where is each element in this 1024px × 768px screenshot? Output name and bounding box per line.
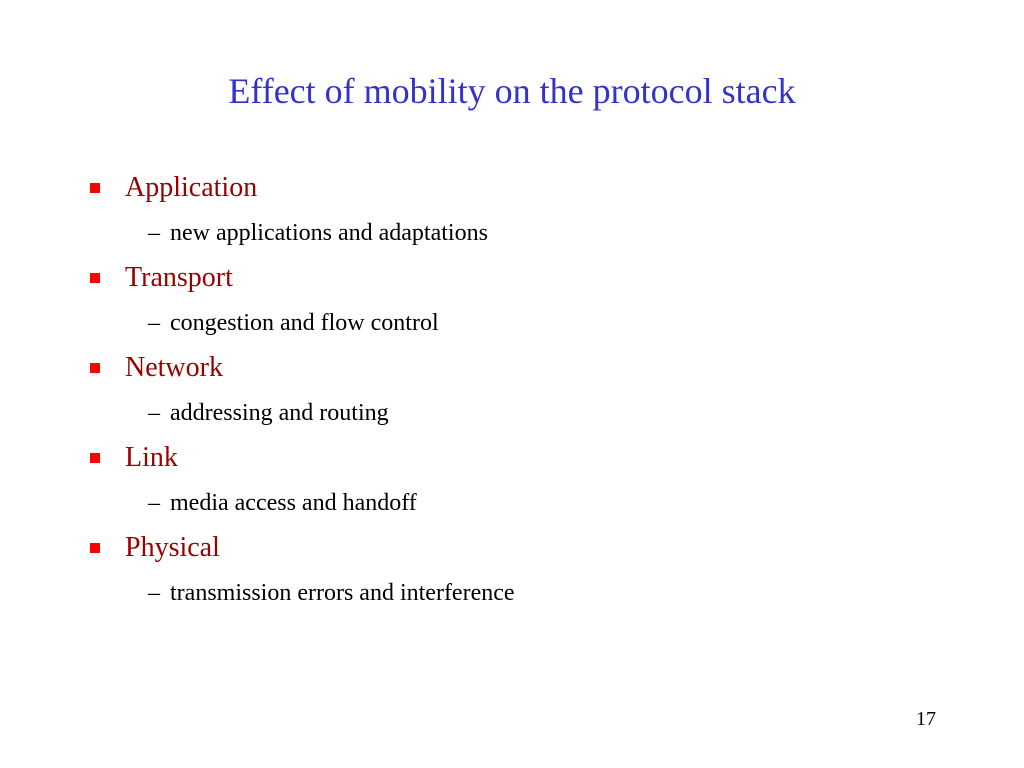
dash-marker: – <box>148 220 160 246</box>
sub-item-label: addressing and routing <box>170 400 389 426</box>
sub-item-label: new applications and adaptations <box>170 220 488 246</box>
item-label: Application <box>125 172 258 203</box>
dash-marker: – <box>148 310 160 336</box>
dash-marker: – <box>148 490 160 516</box>
sub-item-label: transmission errors and interference <box>170 580 515 606</box>
item-label: Physical <box>125 532 220 563</box>
item-label: Network <box>125 352 223 383</box>
item-label: Link <box>125 442 178 473</box>
square-bullet-icon <box>90 273 100 283</box>
dash-marker: – <box>148 400 160 426</box>
sub-item-label: congestion and flow control <box>170 310 439 336</box>
square-bullet-icon <box>90 363 100 373</box>
dash-marker: – <box>148 580 160 606</box>
square-bullet-icon <box>90 183 100 193</box>
square-bullet-icon <box>90 543 100 553</box>
page-number: 17 <box>916 708 936 730</box>
item-label: Transport <box>125 262 233 293</box>
slide-title: Effect of mobility on the protocol stack <box>228 71 796 111</box>
sub-item-label: media access and handoff <box>170 490 417 516</box>
square-bullet-icon <box>90 453 100 463</box>
